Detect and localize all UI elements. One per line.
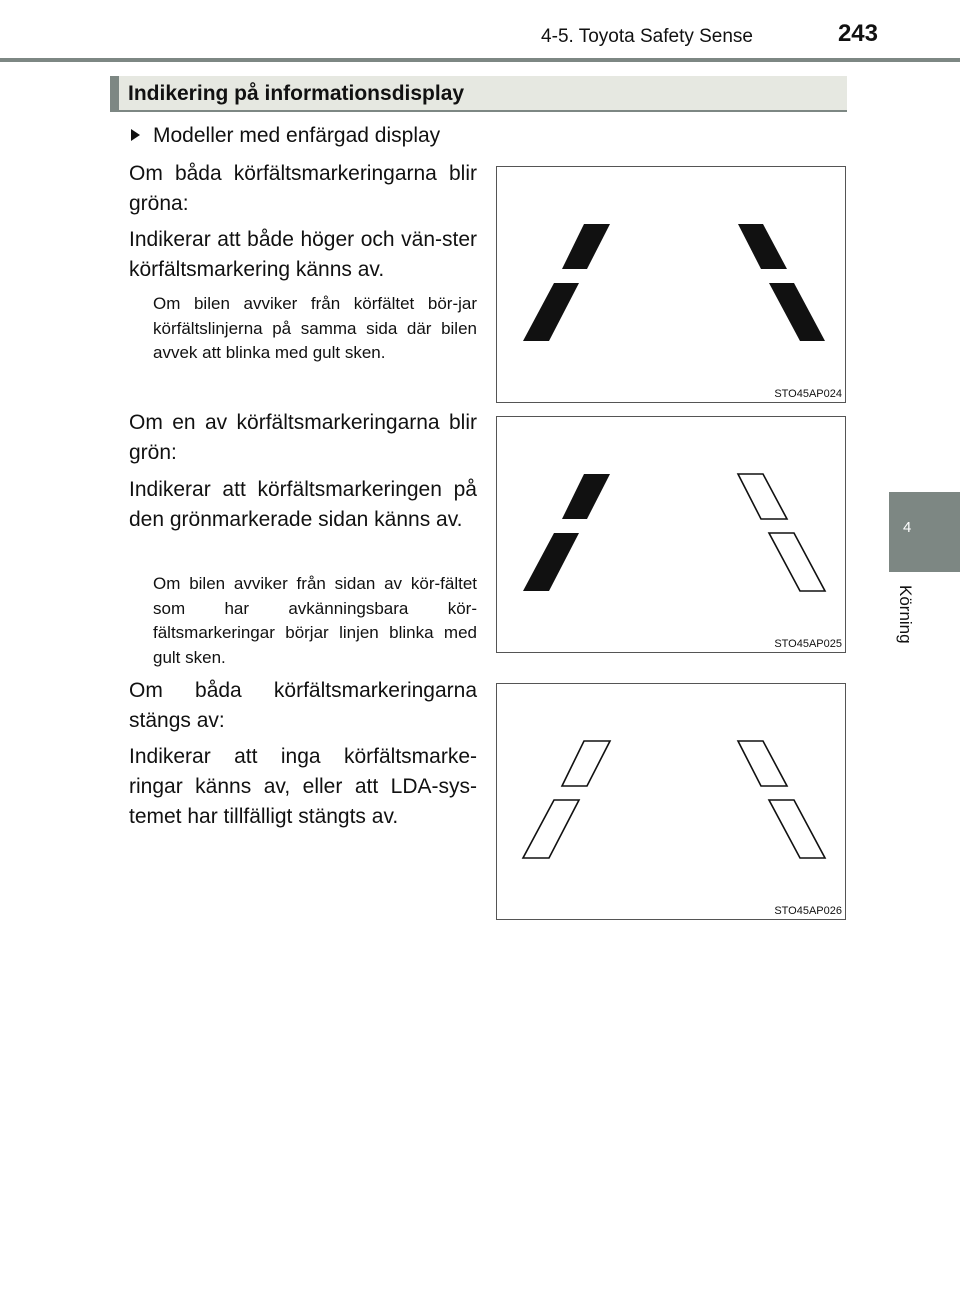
block-2-note: Om bilen avviker från sidan av kör-fältet som har avkänningsbara kör-fältsmarkeringar börjar linjen blinka med gult sken. [153,574,477,667]
block-1-note: Om bilen avviker från körfältet bör-jar körfältslinjerna på samma sida där bilen avvek att blinka med gult sken. [153,294,477,362]
figure-code: STO45AP024 [774,388,842,400]
block-3-body: Indikerar att inga körfältsmarke-ringar känns av, eller att LDA-sys-temet har tillfälligt stängts av. [129,745,477,828]
figure-one-lane-detected [496,416,846,653]
bullet-text: Modeller med enfärgad display [153,124,441,147]
chapter-label: Körning [896,585,915,644]
block-1-body: Indikerar att både höger och vän-ster körfältsmarkering känns av. [129,228,477,281]
left-lane-marker-2 [523,533,579,591]
bullet-item [131,121,440,151]
figure-code: STO45AP026 [774,905,842,917]
figure-code: STO45AP025 [774,638,842,650]
right-lane-marker-1 [738,741,787,786]
block-2-heading: Om en av körfältsmarkeringarna blir grön: [129,411,477,464]
right-lane-marker-2 [769,283,825,341]
block-2-body: Indikerar att körfältsmarkeringen på den grönmarkerade sidan känns av. [129,478,477,531]
right-lane-marker-2 [769,533,825,591]
chapter-number: 4 [903,519,912,536]
left-lane-marker-2 [523,800,579,858]
right-lane-marker-2 [769,800,825,858]
left-lane-marker-1 [562,741,610,786]
header-section-title: 4-5. Toyota Safety Sense [541,26,753,47]
header-divider [0,58,960,62]
triangle-bullet-icon [131,129,140,141]
right-lane-marker-1 [738,474,787,519]
block-3-heading: Om båda körfältsmarkeringarna stängs av: [129,679,477,732]
figure-no-lanes-detected [496,683,846,920]
chapter-tab [889,492,960,572]
block-1-heading: Om båda körfältsmarkeringarna blir gröna: [129,162,477,215]
left-lane-marker-2 [523,283,579,341]
section-title: Indikering på informationsdisplay [110,76,847,112]
left-lane-marker-1 [562,474,610,519]
figure-both-lanes-detected [496,166,846,403]
right-lane-marker-1 [738,224,787,269]
page-number: 243 [837,20,878,47]
left-lane-marker-1 [562,224,610,269]
